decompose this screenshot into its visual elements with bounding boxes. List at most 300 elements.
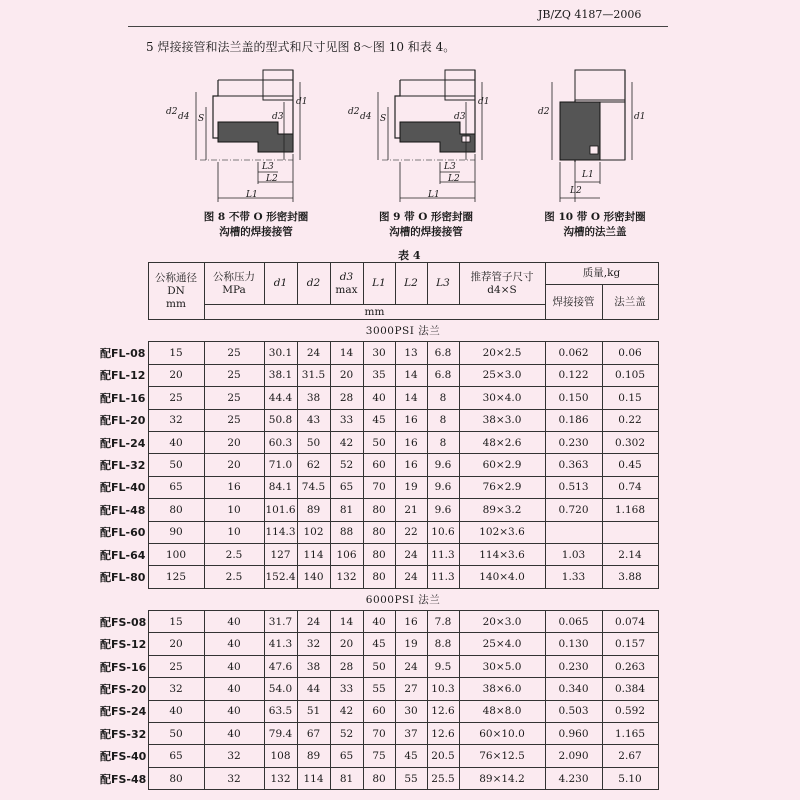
table-cell: 31.7 [264, 611, 297, 633]
table-cell: 101.6 [264, 499, 297, 521]
figure-10-caption-line2: 沟槽的法兰盖 [563, 226, 627, 238]
table-cell: 51 [297, 700, 330, 722]
table-cell: 80 [148, 499, 204, 521]
model-code-cell: 配FS-20 [100, 678, 148, 700]
table-cell: 0.74 [602, 476, 658, 498]
table-cell: 80 [363, 499, 395, 521]
table-cell: 0.503 [545, 700, 602, 722]
table-cell: 25 [204, 387, 264, 409]
table-cell: 11.3 [427, 543, 459, 565]
col-dn-header: 公称通径 DN mm [148, 263, 204, 320]
table-cell: 65 [330, 476, 363, 498]
table-cell: 48×8.0 [459, 700, 545, 722]
dim-d1-label: d1 [634, 112, 646, 122]
table-cell: 0.186 [545, 409, 602, 431]
model-code-cell: 配FS-32 [100, 723, 148, 745]
model-code-cell: 配FS-40 [100, 745, 148, 767]
table-row [100, 566, 658, 588]
table-row [100, 767, 658, 789]
table-cell: 43 [297, 409, 330, 431]
section-title: 5 焊接接管和法兰盖的型式和尺寸见图 8～图 10 和表 4。 [146, 40, 456, 54]
table-cell: 54.0 [264, 678, 297, 700]
table-cell: 14 [395, 387, 427, 409]
table-cell: 127 [264, 543, 297, 565]
table-cell: 89×3.2 [459, 499, 545, 521]
table-cell: 40 [204, 678, 264, 700]
table-cell: 0.15 [602, 387, 658, 409]
table-cell: 40 [204, 655, 264, 677]
table-cell: 32 [204, 745, 264, 767]
dim-l2-label: L2 [570, 186, 582, 196]
table-cell: 24 [395, 543, 427, 565]
table-cell: 38×3.0 [459, 409, 545, 431]
table-row [100, 431, 658, 453]
table-cell: 114 [297, 767, 330, 789]
col-L2-header: L2 [395, 263, 427, 305]
table-cell: 48×2.6 [459, 431, 545, 453]
table-row [100, 723, 658, 745]
model-code-cell: 配FS-16 [100, 655, 148, 677]
figure-8-drawing [158, 62, 308, 212]
table-cell: 20 [204, 431, 264, 453]
table-cell: 40 [204, 700, 264, 722]
table-cell: 74.5 [297, 476, 330, 498]
table-cell: 14 [330, 611, 363, 633]
table-cell: 0.130 [545, 633, 602, 655]
table-cell: 40 [363, 387, 395, 409]
table-cell: 27 [395, 678, 427, 700]
table-cell: 16 [395, 611, 427, 633]
table-cell: 2.5 [204, 543, 264, 565]
table-cell: 2.67 [602, 745, 658, 767]
spec-table-body [100, 320, 658, 790]
table-cell: 1.168 [602, 499, 658, 521]
table-cell: 20 [204, 454, 264, 476]
table-cell: 9.6 [427, 499, 459, 521]
table-cell: 0.384 [602, 678, 658, 700]
table-cell: 0.592 [602, 700, 658, 722]
table-cell: 140×4.0 [459, 566, 545, 588]
table-cell [545, 521, 602, 543]
dim-d1-label: d1 [296, 97, 308, 107]
table-cell: 0.105 [602, 364, 658, 386]
table-cell: 100 [148, 543, 204, 565]
table-cell: 80 [363, 543, 395, 565]
table-cell: 40 [204, 633, 264, 655]
table-row [100, 387, 658, 409]
model-code-cell: 配FL-16 [100, 387, 148, 409]
table-row [100, 364, 658, 386]
table-cell: 32 [148, 678, 204, 700]
table-cell: 1.33 [545, 566, 602, 588]
table-cell: 0.122 [545, 364, 602, 386]
col-pipe-header: 推荐管子尺寸 d4×S [459, 263, 545, 305]
table-cell: 80 [363, 767, 395, 789]
dim-l3-label: L3 [444, 162, 456, 172]
table-cell: 38.1 [264, 364, 297, 386]
table-cell: 40 [148, 431, 204, 453]
table-cell: 45 [363, 633, 395, 655]
table-cell: 16 [395, 409, 427, 431]
table-cell: 0.065 [545, 611, 602, 633]
table-cell: 19 [395, 476, 427, 498]
table-cell: 21 [395, 499, 427, 521]
spec-table [100, 262, 659, 790]
model-code-cell: 配FS-08 [100, 611, 148, 633]
table-cell: 8.8 [427, 633, 459, 655]
model-code-cell: 配FL-80 [100, 566, 148, 588]
table-cell: 102 [297, 521, 330, 543]
table-cell: 22 [395, 521, 427, 543]
table-cell: 114.3 [264, 521, 297, 543]
table-cell: 89 [297, 745, 330, 767]
table-cell: 42 [330, 700, 363, 722]
table-cell: 88 [330, 521, 363, 543]
table-cell: 125 [148, 566, 204, 588]
figure-10-caption-line1: 图 10 带 O 形密封圈 [544, 211, 646, 223]
table-cell: 80 [363, 566, 395, 588]
table-cell: 0.157 [602, 633, 658, 655]
figure-10-drawing [530, 62, 650, 212]
table-cell: 0.22 [602, 409, 658, 431]
standard-number: JB/ZQ 4187—2006 [538, 8, 642, 21]
table-row [100, 409, 658, 431]
table-cell: 16 [395, 431, 427, 453]
table-cell: 79.4 [264, 723, 297, 745]
table-cell: 60.3 [264, 431, 297, 453]
table-cell: 25 [148, 655, 204, 677]
table-cell: 25.5 [427, 767, 459, 789]
table-cell: 25 [204, 342, 264, 364]
table-cell: 0.230 [545, 431, 602, 453]
table-cell: 55 [363, 678, 395, 700]
dim-d2-label: d2 [348, 107, 360, 117]
dim-d2-label: d2 [166, 107, 178, 117]
table-cell: 81 [330, 499, 363, 521]
table-cell: 132 [330, 566, 363, 588]
table-cell: 47.6 [264, 655, 297, 677]
table-cell: 67 [297, 723, 330, 745]
table-cell: 25 [148, 387, 204, 409]
table-cell: 0.302 [602, 431, 658, 453]
dim-l2-label: L2 [266, 174, 278, 184]
table-cell: 55 [395, 767, 427, 789]
table-cell: 6.8 [427, 342, 459, 364]
table-cell: 24 [395, 566, 427, 588]
table-cell: 14 [330, 342, 363, 364]
model-code-cell: 配FL-40 [100, 476, 148, 498]
dim-d4-label: d4 [360, 112, 372, 122]
table-cell: 106 [330, 543, 363, 565]
table-cell: 32 [297, 633, 330, 655]
table-cell: 20×2.5 [459, 342, 545, 364]
table-cell: 25×3.0 [459, 364, 545, 386]
table-cell: 9.5 [427, 655, 459, 677]
table-cell: 62 [297, 454, 330, 476]
section-6000psi: 6000PSI 法兰 [148, 588, 658, 610]
model-code-cell: 配FS-48 [100, 767, 148, 789]
table-cell: 114×3.6 [459, 543, 545, 565]
table-cell: 12.6 [427, 723, 459, 745]
table-cell: 0.513 [545, 476, 602, 498]
table-header-row-1 [100, 263, 658, 285]
table-cell: 70 [363, 723, 395, 745]
table-cell: 0.720 [545, 499, 602, 521]
table-cell: 20×3.0 [459, 611, 545, 633]
table-cell: 20 [330, 364, 363, 386]
dim-d3-label: d3 [454, 112, 466, 122]
table-cell: 70 [363, 476, 395, 498]
table-cell: 102×3.6 [459, 521, 545, 543]
table-row [100, 543, 658, 565]
table-cell: 15 [148, 611, 204, 633]
table-row [100, 521, 658, 543]
table-cell: 0.074 [602, 611, 658, 633]
model-code-cell: 配FL-20 [100, 409, 148, 431]
table-cell: 44 [297, 678, 330, 700]
table-cell: 1.03 [545, 543, 602, 565]
col-d3-header: d3 max [330, 263, 363, 305]
table-cell: 24 [297, 611, 330, 633]
table-cell: 114 [297, 543, 330, 565]
table-cell: 9.6 [427, 476, 459, 498]
table-row [100, 476, 658, 498]
table-cell: 52 [330, 723, 363, 745]
table-cell: 6.8 [427, 364, 459, 386]
table-cell: 60 [363, 700, 395, 722]
table-cell: 44.4 [264, 387, 297, 409]
col-d1-header: d1 [264, 263, 297, 305]
dim-l1-label: L1 [582, 170, 594, 180]
table-cell: 25×4.0 [459, 633, 545, 655]
unit-mm-header: mm [204, 305, 545, 320]
col-d2-header: d2 [297, 263, 330, 305]
dim-s-label: S [380, 114, 387, 124]
table-cell: 19 [395, 633, 427, 655]
table-cell: 0.960 [545, 723, 602, 745]
table-cell: 4.230 [545, 767, 602, 789]
table-title: 表 4 [398, 249, 421, 262]
model-code-cell: 配FS-24 [100, 700, 148, 722]
table-cell: 24 [395, 655, 427, 677]
table-cell: 10 [204, 521, 264, 543]
table-row [100, 454, 658, 476]
table-cell: 42 [330, 431, 363, 453]
table-cell: 13 [395, 342, 427, 364]
table-cell: 0.230 [545, 655, 602, 677]
dim-l1-label: L1 [246, 190, 258, 200]
figure-8-caption-line1: 图 8 不带 O 形密封圈 [203, 211, 309, 223]
table-cell: 33 [330, 409, 363, 431]
table-cell: 0.45 [602, 454, 658, 476]
table-row [100, 611, 658, 633]
model-code-cell: 配FL-60 [100, 521, 148, 543]
table-cell: 80 [148, 767, 204, 789]
figure-9-drawing [340, 62, 490, 212]
table-cell: 28 [330, 387, 363, 409]
table-cell: 9.6 [427, 454, 459, 476]
table-cell: 63.5 [264, 700, 297, 722]
table-cell: 52 [330, 454, 363, 476]
dim-s-label: S [198, 114, 205, 124]
table-cell: 65 [330, 745, 363, 767]
table-cell: 40 [148, 700, 204, 722]
table-cell: 33 [330, 678, 363, 700]
figure-9-caption-line1: 图 9 带 O 形密封圈 [378, 211, 474, 223]
table-cell: 45 [395, 745, 427, 767]
table-cell: 0.06 [602, 342, 658, 364]
table-cell: 140 [297, 566, 330, 588]
table-cell: 25 [204, 409, 264, 431]
table-cell: 16 [395, 454, 427, 476]
table-cell: 2.5 [204, 566, 264, 588]
table-cell: 38 [297, 655, 330, 677]
table-cell: 81 [330, 767, 363, 789]
table-cell: 38 [297, 387, 330, 409]
table-cell: 10.3 [427, 678, 459, 700]
model-code-cell: 配FL-32 [100, 454, 148, 476]
table-row [100, 633, 658, 655]
table-row [100, 655, 658, 677]
model-code-cell: 配FL-64 [100, 543, 148, 565]
figure-8-caption [196, 210, 316, 240]
table-cell: 108 [264, 745, 297, 767]
table-cell: 90 [148, 521, 204, 543]
table-cell: 2.14 [602, 543, 658, 565]
table-cell: 31.5 [297, 364, 330, 386]
col-mass-flange-header: 法兰盖 [602, 285, 658, 320]
table-cell: 30×5.0 [459, 655, 545, 677]
table-cell: 71.0 [264, 454, 297, 476]
table-cell: 7.8 [427, 611, 459, 633]
col-pressure-header: 公称压力 MPa [204, 263, 264, 305]
dim-d4-label: d4 [178, 112, 190, 122]
col-mass-weld-header: 焊接接管 [545, 285, 602, 320]
table-cell: 25 [204, 364, 264, 386]
table-cell: 14 [395, 364, 427, 386]
table-cell: 12.6 [427, 700, 459, 722]
table-cell: 0.062 [545, 342, 602, 364]
table-cell: 5.10 [602, 767, 658, 789]
dim-l3-label: L3 [262, 162, 274, 172]
table-cell: 65 [148, 745, 204, 767]
dim-d3-label: d3 [272, 112, 284, 122]
table-cell: 38×6.0 [459, 678, 545, 700]
table-cell: 41.3 [264, 633, 297, 655]
table-cell: 1.165 [602, 723, 658, 745]
model-code-cell: 配FL-48 [100, 499, 148, 521]
table-cell: 76×2.9 [459, 476, 545, 498]
table-cell: 30 [363, 342, 395, 364]
dim-l1-label: L1 [428, 190, 440, 200]
table-cell: 8 [427, 387, 459, 409]
table-cell: 60×2.9 [459, 454, 545, 476]
table-cell: 50 [297, 431, 330, 453]
dim-d2-label: d2 [538, 107, 550, 117]
table-cell: 2.090 [545, 745, 602, 767]
table-cell: 32 [148, 409, 204, 431]
table-cell: 16 [204, 476, 264, 498]
table-cell: 80 [363, 521, 395, 543]
table-cell: 0.263 [602, 655, 658, 677]
table-row [100, 700, 658, 722]
figure-10-caption [530, 210, 660, 240]
table-cell: 50 [363, 431, 395, 453]
table-cell: 20 [148, 633, 204, 655]
table-cell: 30.1 [264, 342, 297, 364]
table-cell: 28 [330, 655, 363, 677]
col-L3-header: L3 [427, 263, 459, 305]
table-cell: 76×12.5 [459, 745, 545, 767]
table-cell: 65 [148, 476, 204, 498]
table-cell: 20 [148, 364, 204, 386]
table-cell: 0.340 [545, 678, 602, 700]
table-cell: 8 [427, 409, 459, 431]
model-code-cell: 配FL-24 [100, 431, 148, 453]
table-cell: 60×10.0 [459, 723, 545, 745]
figure-8-caption-line2: 沟槽的焊接接管 [219, 226, 293, 238]
table-cell: 50 [363, 655, 395, 677]
figure-9-caption-line2: 沟槽的焊接接管 [389, 226, 463, 238]
table-cell: 32 [204, 767, 264, 789]
table-cell: 89 [297, 499, 330, 521]
table-cell: 30 [395, 700, 427, 722]
dim-d1-label: d1 [478, 97, 490, 107]
section-6000psi-row [100, 588, 658, 610]
table-cell: 30×4.0 [459, 387, 545, 409]
table-cell: 89×14.2 [459, 767, 545, 789]
dim-l2-label: L2 [448, 174, 460, 184]
table-cell: 24 [297, 342, 330, 364]
section-3000psi: 3000PSI 法兰 [148, 320, 658, 342]
table-cell: 84.1 [264, 476, 297, 498]
table-cell: 15 [148, 342, 204, 364]
table-cell: 75 [363, 745, 395, 767]
table-cell: 40 [204, 611, 264, 633]
model-code-cell: 配FL-08 [100, 342, 148, 364]
table-cell: 40 [204, 723, 264, 745]
table-cell: 8 [427, 431, 459, 453]
table-cell: 37 [395, 723, 427, 745]
table-row [100, 678, 658, 700]
table-cell: 10.6 [427, 521, 459, 543]
model-code-cell: 配FL-12 [100, 364, 148, 386]
table-row [100, 745, 658, 767]
table-cell: 50 [148, 454, 204, 476]
table-cell: 11.3 [427, 566, 459, 588]
table-cell: 45 [363, 409, 395, 431]
table-row [100, 499, 658, 521]
model-code-cell: 配FS-12 [100, 633, 148, 655]
table-cell: 0.363 [545, 454, 602, 476]
table-cell: 40 [363, 611, 395, 633]
table-cell: 152.4 [264, 566, 297, 588]
table-cell: 0.150 [545, 387, 602, 409]
table-cell: 35 [363, 364, 395, 386]
col-mass-header: 质量,kg [545, 263, 658, 285]
col-L1-header: L1 [363, 263, 395, 305]
section-3000psi-row [100, 320, 658, 342]
table-row [100, 342, 658, 364]
table-cell: 20 [330, 633, 363, 655]
table-cell: 50.8 [264, 409, 297, 431]
table-cell: 20.5 [427, 745, 459, 767]
table-cell [602, 521, 658, 543]
table-cell: 50 [148, 723, 204, 745]
header-rule [128, 26, 668, 27]
table-cell: 60 [363, 454, 395, 476]
table-cell: 3.88 [602, 566, 658, 588]
